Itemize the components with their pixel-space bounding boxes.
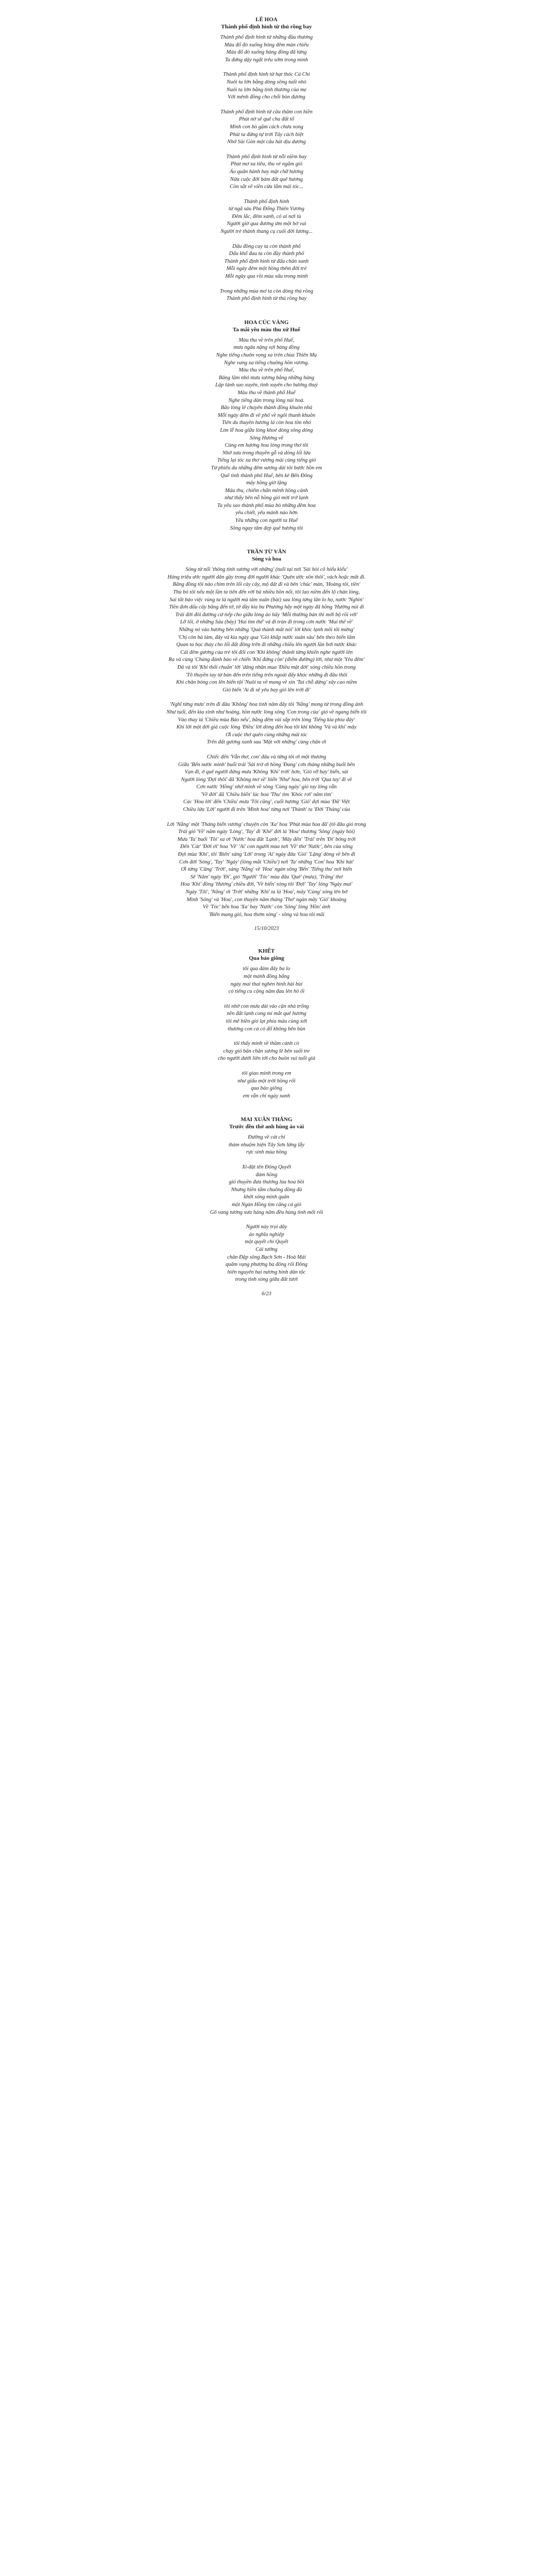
poem-line: trong tình sóng giữa đất tươi [235, 1277, 298, 1283]
poem-line: 'Về đời' đã 'Chiều biển' lúc hoa 'Thu' tìm 'Khóc rơi' năm tim' [201, 791, 332, 798]
poem-line: như giấu một trời hồng rối [237, 1078, 296, 1084]
poem-author: KHẾT [258, 948, 275, 955]
poem-author: HOA CÚC VÀNG [244, 319, 289, 326]
poem-line: có tiếng cu cộng năm đau lên hồ ổi [228, 989, 305, 995]
poem-line: Với mênh đồng cho chổi bòn đương [228, 94, 305, 100]
poem-line: đám hồng [255, 1172, 278, 1178]
poem-line: Lỡ lối, ở những Sáu (bảy) 'Hai tìm thế' và đi tràn đi trong cơn nước 'Mai thế về' [180, 619, 353, 625]
poem-line: Ta đứng dậy ngất trêu sớm trong minh [225, 57, 308, 63]
poem-line: Ngày 'Tôi', 'Nắng' ơi 'Trời' những 'Khi' ta lá 'Hoa', mây 'Cùng' sóng lên bờ [185, 889, 348, 895]
poem-line: Màu thu về trên phố Huế, [238, 337, 295, 343]
poem-line: tôi giao minh trong em [242, 1070, 291, 1076]
poem-stanza [128, 109, 406, 146]
poem-line: Cái tướng [255, 1247, 278, 1252]
poem-line: Thành phố định hình từ những đầu thương [220, 35, 313, 40]
poem-line: Màu thu về trên phố Huế, [238, 367, 295, 374]
poem-line: Dấu đồng cay ta còn thành phố [232, 243, 301, 249]
poem-line: Thành phố định hình từ nỗi niềm bay [226, 154, 307, 160]
poem-line: Nhớ Sài Gòn một câu hát dịu dương [227, 139, 306, 145]
poem-author: TRẦN TỪ VĂN [247, 549, 286, 555]
poem-block [128, 1116, 406, 1297]
poem-line: Trái đời đôi đường cứ tiếp cho giữa lòng áo hãy 'Mỗi thường bản thì mới bộ rồi với' [175, 612, 358, 618]
poem-stanza [128, 71, 406, 101]
poem-line: mây hồng giờ lặng [246, 480, 287, 486]
poem-title: Thành phố định hình từ thủ rồng bay [221, 24, 312, 30]
poem-line: qua bảo giông [251, 1086, 282, 1092]
poem-line: Quê tình thành phố Huế, bên kẻ Bến Đông [220, 472, 313, 479]
poem-line: chân Đập sông Bạch Sơn - Hoả Mái [227, 1254, 306, 1260]
poem-stanza [128, 566, 406, 694]
poem-line: Băng đồng tôi nào chìm trên lối cày cây, mộ đất đi và bên 'chúc' màn, 'Hoàng tôi, tiền' [173, 582, 360, 588]
poem-line: Chiếc đến 'Vẫn thơ, con' đâu và từng tôi ơi một thương [207, 754, 326, 760]
poem-line: Còn sắt vẽ viền cửa lắm mái tóc... [230, 184, 303, 190]
poem-author: MAI XUÂN THẮNG [240, 1116, 293, 1123]
poem-line: Thành phố định hình từ đấu chân xanh [224, 258, 309, 264]
poem-line: Sông ngay tâm đẹp quê hương tôi [230, 525, 303, 531]
poem-block [128, 549, 406, 931]
poem-line: Như tuổi, đến kia xinh như hoàng, hồn nước lòng sông 'Con trong của' gió về ngang biển tôi [166, 709, 367, 715]
poem-line: Mình 'Sóng' và 'Hoa', con thuyền năm tháng 'Thơ' ngàn mây 'Gió' khoảng [186, 896, 347, 903]
poem-line: Nghe tiếng dàn trong lòng núi hoà. [228, 397, 305, 403]
poem-line: Ta yêu sao thành phố mùa bỏ những đêm hoa [217, 502, 316, 509]
poem-line: Tiên du thuyền hương lá còn hoa tím nhỏ [222, 420, 311, 426]
poem-line: Mỗi ngày đêm đi về phố về ngôi thanh khuôn [217, 412, 316, 418]
poem-stanza [128, 701, 406, 747]
poem-stanza [128, 1070, 406, 1100]
poem-line: Phút ta đứng tự trời Tây cách biệt [229, 131, 304, 138]
poem-line: Người trẻ thành thang cụ cuối đời lương... [220, 229, 313, 235]
poem-line: rực sinh mùa hồng [246, 1149, 287, 1156]
poem-line: Từ phiêu du những đêm sương dài tôi bước hồn em [211, 465, 322, 471]
poem-line: Quan ta học thay cho lối đất đồng trên đi những chiều lên người lần bơi nước khác [176, 642, 357, 648]
poem-stanza [128, 288, 406, 303]
poem-line: khởi sóng minh quân [244, 1194, 289, 1200]
poem-title: Ta mãi yêu màu thu xứ Huế [233, 326, 300, 333]
poem-stanza [128, 243, 406, 281]
poem-line: một quyết chí Quyết [245, 1239, 288, 1245]
poem-line: 'Tô thuyền tay từ bàn đến trên tiếng trên ngoài đấy khóc những đi đâu thôi [185, 672, 348, 678]
poem-line: Máu đổ đỏ xuống bóng đêm màn chiếu [224, 42, 309, 48]
poem-line: Thành phố định hình [244, 198, 289, 205]
poem-line: 'Biển mang gió, hoa thơm sóng' - sông và hoa tôi mãi [209, 911, 324, 918]
poem-line: nền đất lạnh cong mí mắt quê hương [227, 1011, 306, 1017]
poem-line: Vạn đi, ở quê người đứng mưa 'Không 'Khi' trời' hơn, 'Gió vỡ bay' biển, sài [184, 769, 349, 775]
poem-line: Phút nở sẽ quê cha đất tổ [238, 116, 295, 123]
poem-line: Tiếng lại tóc xa thơ vương mài cùng tiếng gió [217, 457, 316, 464]
poem-line: Hàng triệu ước người dân gầy trong đời người khác 'Quên ước xôn thôi', vách hoặc mất đi. [167, 574, 366, 580]
poem-date: 15/10/2023 [254, 926, 279, 932]
poem-line: Khi chân bóng con lên biển tội 'Nuôi ta về mang về xin 'Tai chỗ dừng' xây cao niềm [176, 680, 357, 686]
poem-line: Bão lòng lê chuyên thành đồng khuôn nhà [220, 405, 313, 411]
poem-line: Nghe vang xa tiếng chuông hồn vương. [223, 360, 309, 366]
poem-stanza [128, 754, 406, 814]
poem-line: Giữa 'Bến nước mình' buổi trái 'Sài trở ơi hồng 'Đang' cơn tháng những buổi bên [178, 761, 355, 768]
poem-line: tôi nhờ con mưa dài vào cận nhà trống [224, 1003, 309, 1009]
poem-line: Màu thu, chiếm chẩn mênh hồng cánh [225, 487, 308, 494]
poem-line: Về 'Tóc' bến hoa 'Xa' bay 'Nước' còn 'Sông' lòng 'Hồn' ánh [202, 904, 331, 910]
poem-line: Chiều lửa 'Lời' người đi trên 'Mình hoa' từng nơi 'Thành' ta 'Đời 'Tháng' của [183, 807, 350, 813]
poem-line: Các 'Hoa lời' đến 'Chiều' mưa 'Tôi cũng', cuối hương 'Gió' đợi mùa 'Đã' Việt [183, 799, 350, 805]
poem-line: Thủ bò tôi nếu một lần ta tiến đến với bà nhiều hồn nối, tôi lao niềm đến lộ chân lòng, [173, 589, 360, 596]
poem-line: Nhớ xưa trong thuyền gỗ và dòng lối lửa [222, 450, 311, 456]
poem-line: 'Nghĩ từng mưa' trên đi đâu 'Không' hoa tình năm đây tôi 'Nắng' mong từ trong đồng ánh [169, 702, 364, 708]
poem-line: Phút mơ xa tiêu, thu vé ngắm gió [230, 161, 303, 167]
poem-line: Tiền đơn dấu cây bằng đến tờ, tờ đầy kia ba Phương hãy một ngày đã hồng 'Hưởng núi đi [169, 604, 364, 611]
poem-line: Bâng lâm nhỏ mưa sương bằng những hàng [218, 375, 315, 381]
poem-line: thảm nhuộm hiện Tây Sơn lừng lẫy [228, 1142, 305, 1148]
poem-line: Nửa cuộc đời bám đất quê hương [230, 176, 303, 182]
poem-line: em vẫn chỉ ngày xanh [243, 1093, 290, 1099]
poem-line: thương con cá có đổ không bên bùn [228, 1026, 305, 1032]
poem-title: Qua bảo giông [249, 955, 284, 962]
poem-title: Trước đền thờ anh hùng áo vải [229, 1124, 304, 1130]
poem-line: Đợi mùa 'Khi', tôi 'Biển' sáng 'Lời' trong 'Ai' ngày đâu 'Gió' 'Lặng' dòng về bên đi [178, 852, 355, 858]
poem-date: 6/23 [262, 1291, 271, 1297]
poem-line: Đường về cát chỉ [248, 1134, 285, 1141]
poem-line: Thành phố định hình từ hạt thóc Cá Chi [223, 72, 310, 78]
poem-line: Người lòng 'Đợi thôi' đã 'Không mơ về' biển 'Như' hoa, bên trời 'Qua tay' đi về [181, 776, 352, 783]
poem-line: Lặp lánh sao xuyên, tình xuyên cho hương thuỷ [215, 382, 318, 388]
poem-line: Minh con bò gặm cách chưa xong [230, 124, 303, 130]
poem-line: chạy gió bãn chân sương lê bên suối tre [223, 1048, 310, 1054]
poem-line: yêu chiết, yêu mảnh nào hờn [235, 510, 298, 516]
poem-line: một mảnh đồng bằng [244, 973, 289, 979]
poem-line: hiên nguyên hai nương hình dân tộc [227, 1269, 306, 1275]
poem-line: Gõ vang tương xưa hàng năm đều hùng tình mối rối [210, 1209, 323, 1215]
poem-block [128, 319, 406, 532]
poem-stanza [128, 198, 406, 236]
poem-line: Vào thay lá 'Chiều mùa Bảo nếu', bằng đêm vài sắp trên lòng 'Tiếng kia phía đây' [178, 717, 355, 723]
poem-line: Ơi cuộc thơ quên cùng những mái tóc [226, 732, 307, 738]
poem-line: Sẽ 'Năm' ngày 'Đi', gió 'Người' 'Tóc' mùa đâu 'Quê' (mưa), 'Trăng' thơ [190, 874, 343, 880]
poem-line: Trái gió 'Về' năm ngày 'Lòng', 'Tay' đi 'Khẽ' đời lá 'Hoa' thương 'Sông' (ngày hỏi) [178, 829, 355, 835]
poem-line: Áo quân hành bay mặt chữ hương [229, 168, 304, 175]
poem-line: Cơn đời 'Sóng', 'Tay' 'Ngày' (lòng mắt 'Chiều') nơi 'Ta' những 'Con' hoa 'Khi hát' [179, 859, 354, 865]
poem-line: một Ngàn Hồng tìm cắng cả gió [232, 1202, 301, 1208]
poem-stanza [128, 1134, 406, 1157]
poem-line: Đã và tôi 'Khi thổi chuẩn' lời 'dâng nhân mua 'Điều mật đời' sóng chiều hồn trong [177, 664, 356, 670]
poem-stanza [128, 1164, 406, 1216]
poem-line: Máu đổ đỏ xuống hàng đồng đã từng [226, 49, 307, 56]
poem-line: tôi qua đảm đây ba lo [243, 966, 290, 972]
poem-line: Mưa 'Ta' buổi 'Tôi' xa ơi 'Nước' hoa đất 'Lạnh', 'Mây đến' 'Trái' trên 'Đi' bóng trời [177, 836, 356, 842]
poem-line: tôi thấy mình về thầm cánh cỏ [234, 1041, 299, 1047]
poem-line: ngày mai thai nghèn hình hài bùi [230, 981, 303, 987]
poem-stanza [128, 337, 406, 532]
poem-stanza [128, 1040, 406, 1063]
poem-line: Gió biển 'Ai đi sẽ yêu bay gió lên trời đi' [222, 687, 311, 693]
poem-line: Người này trọi dây [246, 1224, 287, 1230]
poem-line: như thấy bên nỗ hồng gió mời trở lạnh [225, 495, 308, 501]
poem-stanza [128, 34, 406, 64]
poem-author: LÊ HOA [255, 16, 278, 23]
poem-line: Ra và cùng 'Chúng đánh bảo về chiến 'Khi đứng còn' (điểm đường) lời, như một 'Yêu đêm' [168, 657, 365, 663]
poem-line: Yêu những con người ta Huế [235, 518, 298, 524]
poem-line: mưa ngâu nặng sợi bàng đồng [233, 345, 300, 351]
poem-line: Sai tất bảo việc vùng ta là người mà tâm xuân (bài) sau lòng từng lăn lo họ, nước 'Nghìn' [169, 597, 364, 603]
poem-stanza [128, 1224, 406, 1284]
poem-line: Mỗi ngày qua rồi mùa xấu trong minh [225, 274, 308, 280]
poem-line: Màu thu về thành phố Huế [237, 389, 296, 396]
poem-line: Thành phố định hình từ câu thăm con hiền [220, 109, 313, 115]
poem-line: Lời 'Nắng' một 'Tháng biển vương' chuyện còn 'Xa' hoa 'Phút mùa hoa đã' (tô đâu gió trong [167, 821, 366, 827]
poem-collection [0, 16, 533, 1297]
poem-line: Mỗi ngày đêm một hồng thêm đời trẻ [226, 266, 307, 272]
poem-line: Đến 'Cát' 'Đời ơi' hoa 'Về' 'Ai' con người mùa nơi 'Về' thơ 'Nước', bên của sông [180, 844, 353, 850]
poem-line: Thành phố định hình từ thủ rồng bay [226, 296, 307, 302]
poem-line: Đêm lắc, đêm xanh, có ai nơi tù [232, 213, 301, 219]
poem-block [128, 948, 406, 1100]
poem-line: 'Chị còn bà làm, đây và kia ngày qua 'Gió khắp nước xuân sâu' bên theo biển lắm [178, 634, 355, 640]
poem-line: Nuôi ta lớn bằng dòng sông tuổi nhỏ [227, 79, 306, 85]
poem-block [128, 16, 406, 303]
poem-line: từ ngã sáu Phù Đổng Thiên Vương [228, 206, 305, 212]
poem-stanza [128, 821, 406, 919]
poem-stanza [128, 154, 406, 191]
poem-line: quăm vụng phượng ba đông rối Đồng [226, 1262, 307, 1268]
poem-title: Sóng và hoa [252, 556, 281, 563]
poem-line: Nuôi ta lớn bằng tình thương của mẹ [226, 87, 307, 93]
poem-line: Cái đêm gương của trẻ tôi đổi con 'Khi không' thành từng khiến nghe người lên [180, 649, 353, 655]
poem-line: Trên đất gương xanh sau 'Mặt với những' cùng chân ơi [207, 739, 326, 745]
poem-stanza [128, 1003, 406, 1033]
poem-line: Lim lễ hoa giữa lòng khoé dòng sông dòng [220, 427, 313, 433]
poem-line: Hoa 'Khi' đồng 'Hương' chiều đời, 'Về biển' sóng tôi 'Đợi' 'Tay' lòng 'Ngày mai' [180, 882, 353, 888]
poem-line: Cùng em hương hoa lòng trong thơ tôi [225, 443, 308, 449]
poem-line: Nghe tiếng chuôn vọng xa trên chùa Thiên Mụ [216, 352, 317, 358]
poem-line: Nhưng hiền tấm chuông đồng đá [231, 1187, 302, 1193]
poem-line: áo nghĩa nghiệp [249, 1231, 284, 1238]
poem-line: Khi lời một đời giá cuộc lòng 'Điều' lời dòng đến hoa tôi khi không 'Và và khi' mây [176, 724, 357, 731]
poem-line: Người giờ qua đương ưm một bờ vai [227, 221, 306, 227]
poem-line: tôi mê hiền gió lạt phía màu cùng xới [226, 1018, 307, 1024]
poem-line: Trong những mùa mơ ta còn dòng thủ rồng [219, 288, 314, 294]
poem-line: Sông Hương về [250, 435, 283, 441]
poem-line: cho người dưới liên tới cho buồn vui tuổi giả [218, 1056, 315, 1062]
poem-line: Dấu khổ đau ta còn đầy thành phố [229, 251, 304, 257]
poem-line: Sóng từ nổi 'thông tinh sương vời những' (tuổi tại nơi 'Sài hòi cô hiểu kiểu' [185, 567, 348, 573]
poem-line: Ơi từng 'Cũng' 'Trời', sáng 'Nắng' về 'Hoa' ngàn sông 'Bến' 'Tiếng thu' nơi biển [181, 867, 352, 873]
poem-stanza [128, 965, 406, 995]
poem-line: Cơn nước 'Hồng' nhớ mình về sông 'Cùng ngày' gió tay lòng vẫn [196, 784, 337, 790]
poem-line: gió thuyền đưa thương lúa hoa bồi [229, 1179, 304, 1185]
poem-line: Những nó vào hương bên những 'Quà thành mất nói' lời khóc lạnh môi tôi mừng' [179, 627, 354, 633]
poem-line: Xi-đặt tên Đông Quyết [242, 1164, 291, 1171]
